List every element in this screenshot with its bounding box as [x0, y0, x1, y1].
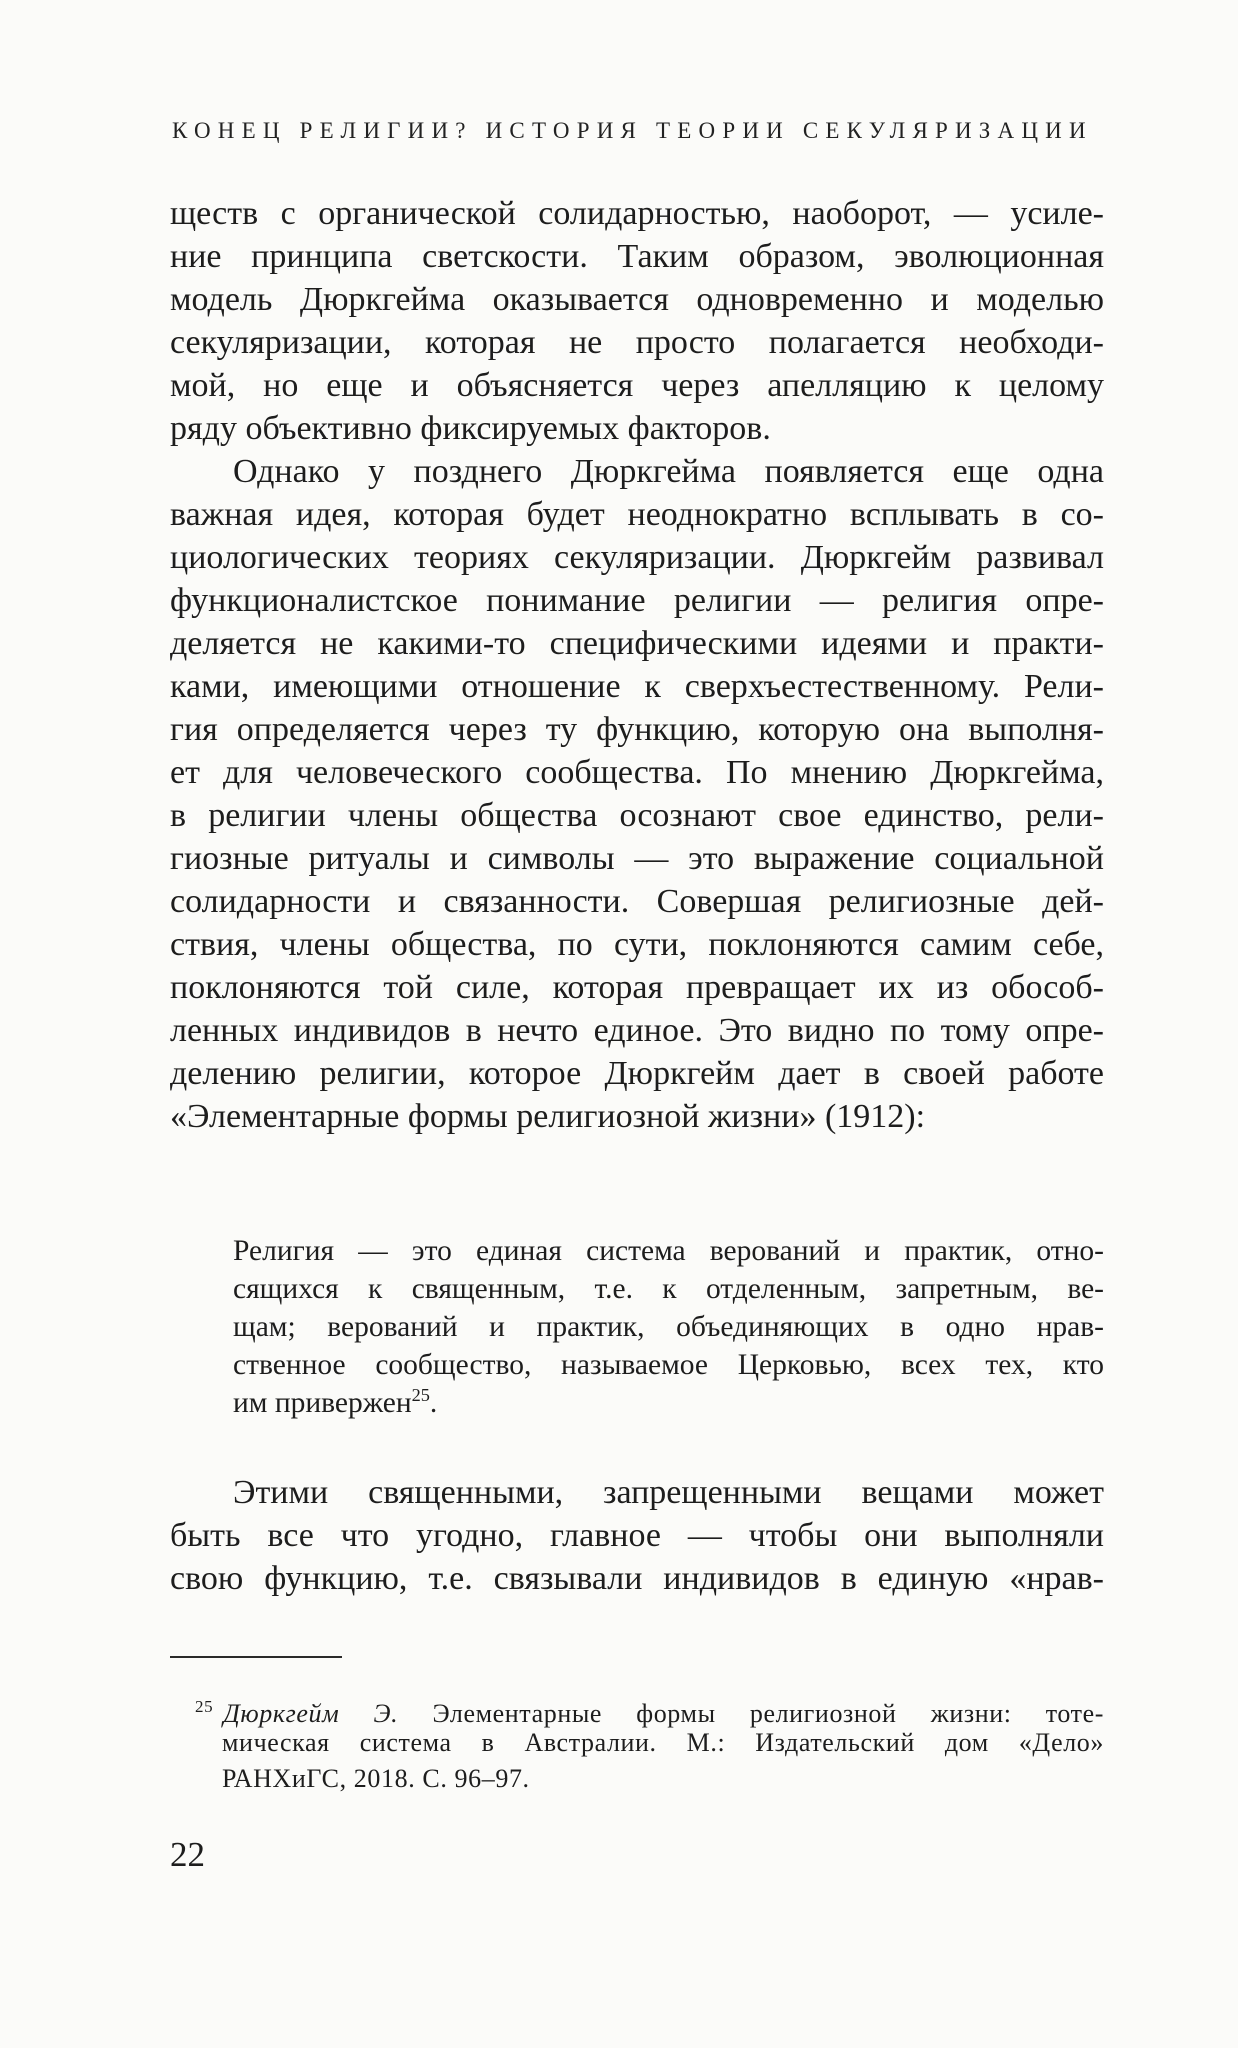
text-line: солидарности и связанности. Совершая религиозные дей-: [170, 883, 1104, 920]
footnote-line: [195, 1689, 1104, 1728]
footnote-line: мическая система в Австралии. М.: Издательский дом «Дело»: [222, 1728, 1104, 1757]
body-text: [170, 192, 1104, 1138]
text-line: гиозные ритуалы и символы — это выражение социальной: [170, 840, 1104, 877]
text-line: мой, но еще и объясняется через апелляцию к целому: [170, 367, 1104, 404]
text-line: модель Дюркгейма оказывается одновременно и моделью: [170, 281, 1104, 318]
text-line: делению религии, которое Дюркгейм дает в своей работе: [170, 1055, 1104, 1092]
footnote-marker: 25: [195, 1697, 214, 1716]
footnote-author: Дюркгейм Э.: [223, 1699, 399, 1728]
text-line: свою функцию, т.е. связывали индивидов в единую «нрав-: [170, 1560, 1104, 1597]
text-line: поклоняются той силе, которая превращает их из обособ-: [170, 969, 1104, 1006]
text-line: Однако у позднего Дюркгейма появляется еще одна: [233, 453, 1104, 490]
text-line: ками, имеющими отношение к сверхъестественному. Рели-: [170, 668, 1104, 705]
text-line: «Элементарные формы религиозной жизни» (1912):: [170, 1098, 926, 1135]
quote-line: ственное сообщество, называемое Церковью, всех тех, кто: [233, 1349, 1104, 1381]
text-line: важная идея, которая будет неоднократно всплывать в со-: [170, 496, 1104, 533]
quote-line: Религия — это единая система верований и практик, отно-: [233, 1235, 1104, 1267]
quote-last-text: им привержен: [233, 1387, 412, 1419]
running-head: КОНЕЦ РЕЛИГИИ? ИСТОРИЯ ТЕОРИИ СЕКУЛЯРИЗАЦИИ: [172, 118, 1093, 143]
footnote-title: Элементарные формы религиозной жизни: тоте-: [432, 1699, 1104, 1728]
text-line: ствия, члены общества, по сути, поклоняются самим себе,: [170, 926, 1104, 963]
quote-line: сящихся к священным, т.е. к отделенным, запретным, ве-: [233, 1273, 1104, 1305]
text-line: ряду объективно фиксируемых факторов.: [170, 410, 771, 447]
footnote: [195, 1689, 1104, 1797]
footnote-line: РАНХиГС, 2018. С. 96–97.: [222, 1764, 530, 1793]
text-line: ет для человеческого сообщества. По мнению Дюркгейма,: [170, 754, 1104, 791]
text-line: гия определяется через ту функцию, которую она выполня-: [170, 711, 1104, 748]
quote-period: .: [429, 1387, 438, 1419]
quote-line: [233, 1384, 1104, 1422]
text-line: секуляризации, которая не просто полагается необходи-: [170, 324, 1104, 361]
quote-line: щам; верований и практик, объединяющих в одно нрав-: [233, 1311, 1104, 1343]
block-quote: [233, 1232, 1104, 1422]
text-line: циологических теориях секуляризации. Дюркгейм развивал: [170, 539, 1104, 576]
text-line: в религии члены общества осознают свое единство, рели-: [170, 797, 1104, 834]
text-line: деляется не какими-то специфическими идеями и практи-: [170, 625, 1104, 662]
text-line: функционалистское понимание религии — религия опре-: [170, 582, 1104, 619]
footnote-separator: [170, 1656, 342, 1658]
text-line: ние принципа светскости. Таким образом, эволюционная: [170, 238, 1104, 275]
footnote-reference[interactable]: 25: [411, 1385, 430, 1406]
text-line: ленных индивидов в нечто единое. Это видно по тому опре-: [170, 1012, 1104, 1049]
body-text-continued: [170, 1471, 1104, 1600]
text-line: ществ с органической солидарностью, наоборот, — усиле-: [170, 195, 1104, 232]
text-line: Этими священными, запрещенными вещами может: [233, 1474, 1104, 1511]
page-number: 22: [170, 1835, 205, 1874]
text-line: быть все что угодно, главное — чтобы они выполняли: [170, 1517, 1104, 1554]
